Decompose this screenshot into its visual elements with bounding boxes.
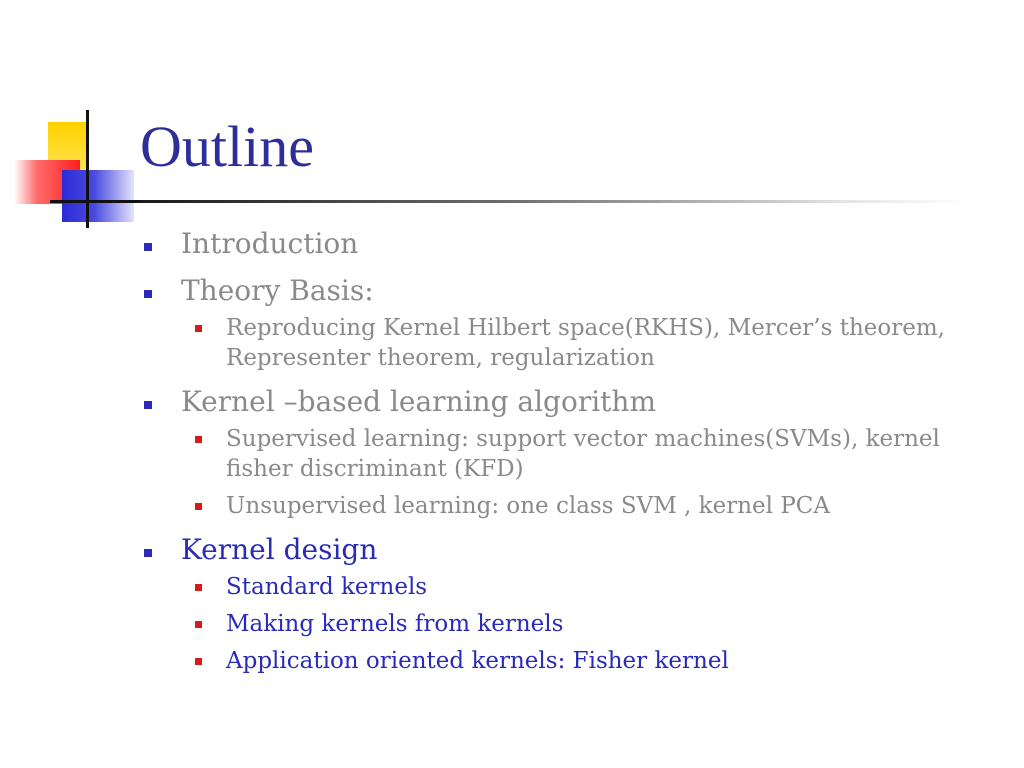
square-bullet-icon	[144, 549, 152, 557]
slide-body	[140, 226, 960, 683]
small-square-bullet-icon	[195, 658, 202, 665]
outline-subitem	[181, 424, 960, 484]
outline-subitem-label: Reproducing Kernel Hilbert space(RKHS), Mercer’s theorem, Representer theorem, regularization	[226, 315, 945, 371]
outline-item-label: Theory Basis:	[181, 274, 374, 307]
blue-square-decoration	[62, 170, 134, 222]
outline-item-label: Kernel design	[181, 533, 378, 566]
outline-item-kernel-design	[140, 532, 960, 676]
decorative-corner-graphic	[0, 0, 160, 240]
square-bullet-icon	[144, 243, 152, 251]
outline-subitem	[181, 646, 960, 676]
small-square-bullet-icon	[195, 436, 202, 443]
title-underline-rule	[140, 200, 970, 203]
vertical-line-decoration	[86, 110, 89, 228]
outline-item-label: Introduction	[181, 227, 359, 260]
outline-item-introduction	[140, 226, 960, 262]
square-bullet-icon	[144, 401, 152, 409]
outline-sublist	[181, 572, 960, 676]
outline-subitem	[181, 313, 960, 373]
outline-list	[140, 226, 960, 676]
small-square-bullet-icon	[195, 584, 202, 591]
small-square-bullet-icon	[195, 503, 202, 510]
outline-subitem	[181, 491, 960, 521]
outline-subitem-label: Making kernels from kernels	[226, 611, 564, 637]
horizontal-line-decoration	[50, 200, 146, 203]
outline-sublist	[181, 313, 960, 373]
outline-subitem	[181, 609, 960, 639]
small-square-bullet-icon	[195, 325, 202, 332]
outline-item-label: Kernel –based learning algorithm	[181, 385, 657, 418]
outline-subitem-label: Supervised learning: support vector machines(SVMs), kernel fisher discriminant (KFD)	[226, 426, 940, 482]
small-square-bullet-icon	[195, 621, 202, 628]
slide-title: Outline	[140, 114, 314, 179]
outline-subitem-label: Standard kernels	[226, 574, 428, 600]
outline-subitem-label: Application oriented kernels: Fisher kernel	[226, 648, 729, 674]
outline-sublist	[181, 424, 960, 521]
outline-item-theory-basis	[140, 273, 960, 373]
outline-subitem-label: Unsupervised learning: one class SVM , kernel PCA	[226, 493, 830, 519]
outline-item-kernel-based-learning	[140, 384, 960, 521]
outline-subitem	[181, 572, 960, 602]
square-bullet-icon	[144, 290, 152, 298]
